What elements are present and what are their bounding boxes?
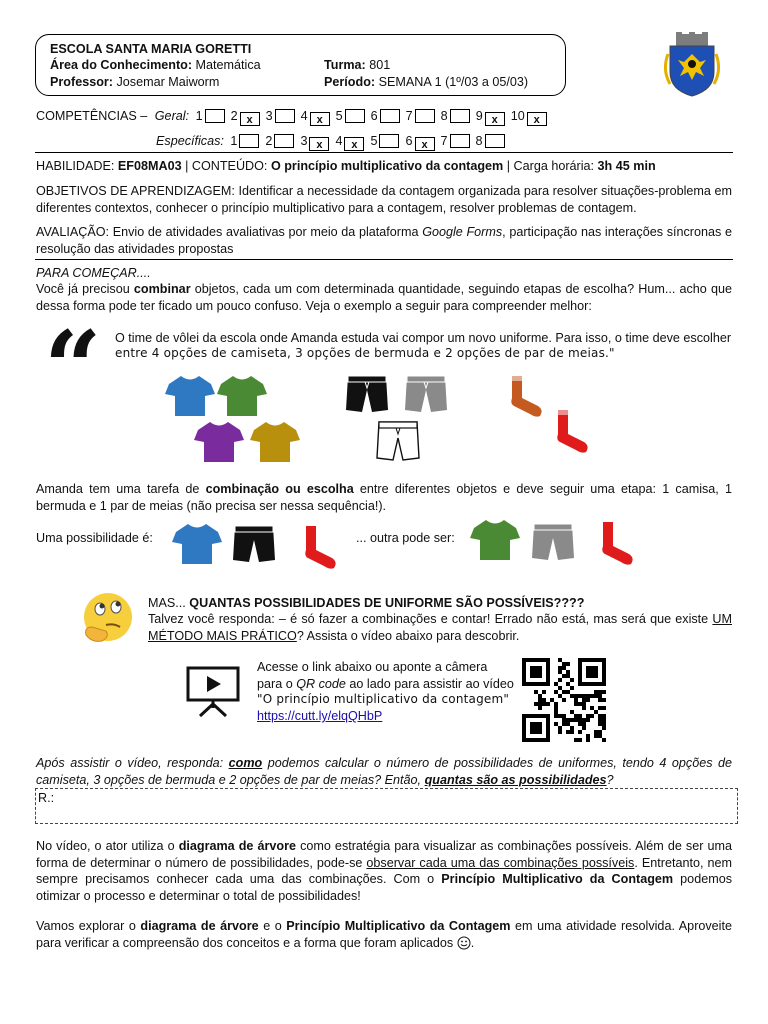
geral-checkbox[interactable] [345,109,365,123]
especificas-number: 4 [335,134,343,148]
avaliacao-text: AVALIAÇÃO: Envio de atividades avaliativas por meio da plataforma Google Forms, participação nas interações síncronas e resolução das atividades propostas [36,225,732,256]
especificas-checkbox[interactable] [485,134,505,148]
geral-number: 6 [370,109,378,123]
geral-number: 1 [195,109,203,123]
city-crest-icon [662,32,722,98]
turma-line: Turma: 801 [324,58,391,72]
shirt-blue-icon [172,522,222,566]
especificas-number: 1 [230,134,238,148]
geral-number: 7 [405,109,413,123]
especificas-number: 7 [440,134,448,148]
shirt-gold-icon [250,420,300,464]
answer-field[interactable] [35,788,738,824]
video-instructions: Acesse o link abaixo ou aponte a câmera para o QR code ao lado para assistir ao vídeo "O princípio multiplicativo da contagem" https://cutt.ly/elqQHbP [257,660,514,724]
explorar-text: Vamos explorar o diagrama de árvore e o Princípio Multiplicativo da Contagem em uma atividade resolvida. Aproveite para verificar a compreensão dos conceitos e a forma que foram aplicados . [36,918,732,954]
header-box [35,34,566,96]
geral-checkbox[interactable]: x [485,112,505,126]
mas-question: MAS... QUANTAS POSSIBILIDADES DE UNIFORME SÃO POSSÍVEIS???? [148,596,585,610]
mas-text: Talvez você responda: – é só fazer a combinações e contar! Errado não está, mas será que existe UM MÉTODO MAIS PRÁTICO? Assista o vídeo abaixo para descobrir. [148,612,732,643]
especificas-number: 5 [370,134,378,148]
especificas-checkbox[interactable]: x [415,137,435,151]
especificas-checkbox[interactable] [379,134,399,148]
habilidade-line: HABILIDADE: EF08MA03 | CONTEÚDO: O princípio multiplicativo da contagem | Carga horária: 3h 45 min [36,159,656,173]
divider [35,152,733,153]
geral-checkbox[interactable] [205,109,225,123]
geral-number: 8 [440,109,448,123]
shorts-black-icon [345,374,389,414]
competencias-label: COMPETÊNCIAS – [36,109,148,123]
geral-label: Geral: [154,109,190,123]
especificas-checkboxes [227,134,507,151]
objetivos-text: OBJETIVOS DE APRENDIZAGEM: Identificar a necessidade da contagem organizada para resolver situações-problema em diferentes contextos, conhecer o princípio multiplicativo para a contagem, resolver problemas de contagem. [36,184,732,215]
especificas-label: Específicas: [156,134,224,148]
possibilidade-1-label: Uma possibilidade é: [36,531,153,545]
geral-number: 2 [230,109,238,123]
sock-red-icon [552,408,592,454]
geral-checkbox[interactable] [380,109,400,123]
competencias-especificas-row [156,133,508,151]
video-link[interactable]: https://cutt.ly/elqQHbP [257,709,383,724]
geral-number: 9 [475,109,483,123]
quote-line-1: O time de vôlei da escola onde Amanda estuda vai compor um novo uniforme. Para isso, o time deve escolher [115,331,732,345]
geral-checkbox[interactable]: x [527,112,547,126]
geral-checkbox[interactable]: x [240,112,260,126]
sock-orange-icon [506,374,546,418]
geral-number: 10 [510,109,525,123]
shorts-gray-icon [531,522,575,562]
para-comecar-text: Você já precisou combinar objetos, cada um com determinada quantidade, seguindo etapas de escolha? Hum... acho que dessa forma pode ter ficado um pouco confuso. Veja o exemplo a seguir para compreender melhor: [36,282,732,313]
competencias-geral-row [36,108,550,126]
sock-red-icon [300,524,340,570]
possibilidade-2-label: ... outra pode ser: [356,531,455,545]
school-name: ESCOLA SANTA MARIA GORETTI [50,42,252,56]
qr-code-icon[interactable] [522,658,606,742]
especificas-checkbox[interactable] [450,134,470,148]
especificas-checkbox[interactable]: x [344,137,364,151]
shirt-purple-icon [194,420,244,464]
question-text: Após assistir o vídeo, responda: como podemos calcular o número de possibilidades de uniformes, tendo 4 opções de camiseta, 3 opções de bermuda e 2 opções de par de meias? Então, quantas são as possibilidades? [36,756,732,787]
shorts-gray-icon [404,374,448,414]
video-presentation-icon [186,664,240,718]
shorts-black-icon [232,524,276,564]
area-line: Área do Conhecimento: Matemática [50,58,261,72]
especificas-number: 2 [265,134,273,148]
geral-checkbox[interactable]: x [310,112,330,126]
para-comecar-title: PARA COMEÇAR.... [36,266,151,280]
especificas-number: 6 [405,134,413,148]
divider [35,259,733,260]
geral-checkboxes [193,109,550,126]
answer-label: R.: [38,791,55,805]
especificas-number: 8 [475,134,483,148]
especificas-number: 3 [300,134,308,148]
amanda-text: Amanda tem uma tarefa de combinação ou escolha entre diferentes objetos e deve seguir uma etapa: 1 camisa, 1 bermuda e 1 par de meias (não precisa ser nessa sequência!). [36,482,732,513]
sock-red-icon [597,520,637,566]
periodo-line: Período: SEMANA 1 (1º/03 a 05/03) [324,75,529,89]
professor-line: Professor: Josemar Maiworm [50,75,220,89]
smiley-icon [457,936,471,955]
geral-number: 4 [300,109,308,123]
thinking-face-icon [80,591,136,645]
geral-checkbox[interactable] [450,109,470,123]
especificas-checkbox[interactable]: x [309,137,329,151]
video-explanation-text: No vídeo, o ator utiliza o diagrama de árvore como estratégia para visualizar as combinações possíveis. Além de ser uma forma de determinar o número de possibilidades, pode-se observar cada uma das combinações possíveis. Entretanto, nem sempre precisamos conhecer cada uma das combinações. Com o Princípio Multiplicativo da Contagem podemos otimizar o processo e determinar o total de possibilidades! [36,839,732,903]
geral-number: 5 [335,109,343,123]
geral-checkbox[interactable] [415,109,435,123]
quote-mark-icon: “ [44,309,102,427]
geral-checkbox[interactable] [275,109,295,123]
shorts-white-icon [376,420,420,462]
geral-number: 3 [265,109,273,123]
shirt-green-icon [217,374,267,418]
shirt-blue-icon [165,374,215,418]
quote-line-2: entre 4 opções de camiseta, 3 opções de bermuda e 2 opções de par de meias." [115,346,615,360]
shirt-green-icon [470,518,520,562]
especificas-checkbox[interactable] [239,134,259,148]
especificas-checkbox[interactable] [274,134,294,148]
